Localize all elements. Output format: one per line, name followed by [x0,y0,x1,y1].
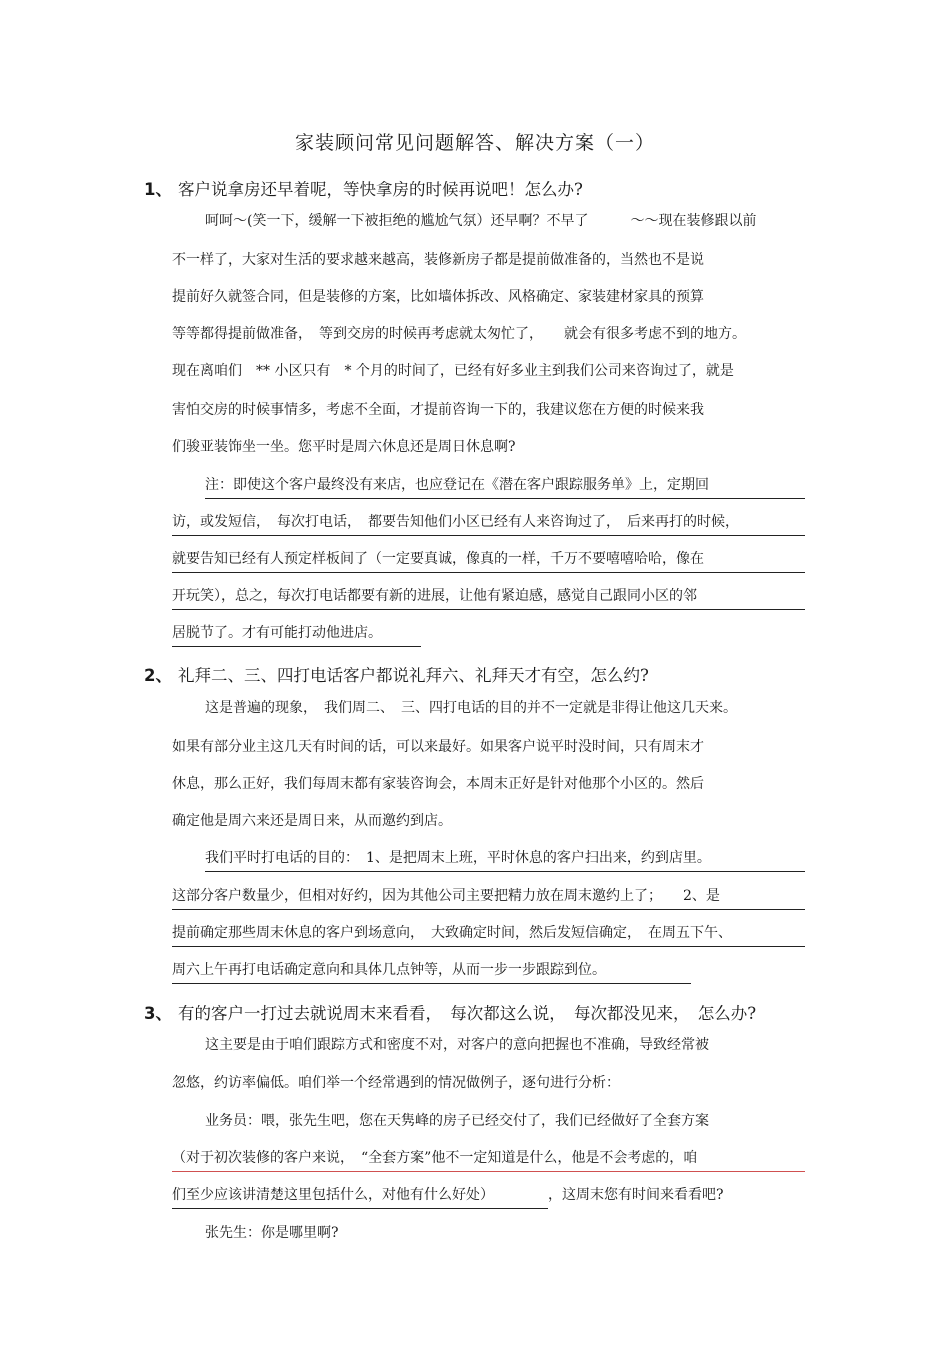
question-1 [144,176,583,200]
note-line: 开玩笑），总之，每次打电话都要有新的进展，让他有紧迫感，感觉自己跟同小区的邻 [172,586,805,610]
question-number: 2、 [144,666,172,685]
dialog-line-annotated: （对于初次装修的客户来说， “全套方案”他不一定知道是什么，他是不会考虑的，咱 [172,1148,805,1172]
question-2 [144,662,649,686]
paragraph-line: 等等都得提前做准备， 等到交房的时候再考虑就太匆忙了， 就会有很多考虑不到的地方。 [172,326,746,342]
paragraph-line: 不一样了，大家对生活的要求越来越高，装修新房子都是提前做准备的，当然也不是说 [172,252,704,268]
dialog-annotation: 们至少应该讲清楚这里包括什么，对他有什么好处） [172,1185,548,1209]
question-number: 1、 [144,180,172,199]
dialog-continuation: ，这周末您有时间来看看吧? [548,1187,724,1203]
paragraph-line: 这是普遍的现象， 我们周二、 三、四打电话的目的并不一定就是非得让他这几天来。 [205,700,737,716]
paragraph-line: 提前好久就签合同，但是装修的方案，比如墙体拆改、风格确定、家装建材家具的预算 [172,289,704,305]
note-line: 居脱节了。才有可能打动他进店。 [172,623,421,647]
dialog-line: 业务员：喂，张先生吧，您在天隽峰的房子已经交付了，我们已经做好了全套方案 [205,1113,709,1129]
paragraph-line: 们骏亚装饰坐一坐。您平时是周六休息还是周日休息啊? [172,439,516,455]
note-line: 注：即使这个客户最终没有来店，也应登记在《潜在客户跟踪服务单》上，定期回 [205,475,805,499]
paragraph-line: 这主要是由于咱们跟踪方式和密度不对，对客户的意向把握也不准确，导致经常被 [205,1037,709,1053]
note-line: 我们平时打电话的目的： 1、是把周末上班，平时休息的客户扫出来，约到店里。 [205,848,805,872]
paragraph-line: 害怕交房的时候事情多，考虑不全面，才提前咨询一下的，我建议您在方便的时候来我 [172,402,704,418]
question-text: 客户说拿房还早着呢，等快拿房的时候再说吧！怎么办? [178,180,583,199]
dialog-line: 张先生：你是哪里啊? [205,1225,339,1241]
question-number: 3、 [144,1004,172,1023]
paragraph-line: 呵呵～(笑一下，缓解一下被拒绝的尴尬气氛）还早啊？不早了 ～～现在装修跟以前 [205,213,757,229]
note-line: 周六上午再打电话确定意向和具体几点钟等，从而一步一步跟踪到位。 [172,960,691,984]
dialog-line [172,1185,724,1209]
question-3 [144,1000,756,1024]
paragraph-line: 休息，那么正好，我们每周末都有家装咨询会，本周末正好是针对他那个小区的。然后 [172,776,704,792]
note-line: 这部分客户数量少，但相对好约，因为其他公司主要把精力放在周末邀约上了； 2、是 [172,886,805,910]
note-line: 访，或发短信， 每次打电话， 都要告知他们小区已经有人来咨询过了， 后来再打的时候， [172,512,805,536]
note-line: 提前确定那些周末休息的客户到场意向， 大致确定时间，然后发短信确定， 在周五下午、 [172,923,805,947]
page-title: 家装顾问常见问题解答、解决方案（一） [294,132,655,154]
paragraph-line: 忽悠，约访率偏低。咱们举一个经常遇到的情况做例子，逐句进行分析： [172,1075,620,1091]
question-text: 有的客户一打过去就说周末来看看， 每次都这么说， 每次都没见来， 怎么办? [178,1004,757,1023]
question-text: 礼拜二、三、四打电话客户都说礼拜六、礼拜天才有空，怎么约? [178,666,649,685]
paragraph-line: 确定他是周六来还是周日来，从而邀约到店。 [172,813,452,829]
paragraph-line: 现在离咱们 ** 小区只有 * 个月的时间了，已经有好多业主到我们公司来咨询过了，就是 [172,363,734,379]
paragraph-line: 如果有部分业主这几天有时间的话，可以来最好。如果客户说平时没时间，只有周末才 [172,739,704,755]
note-line: 就要告知已经有人预定样板间了（一定要真诚，像真的一样，千万不要嘻嘻哈哈，像在 [172,549,805,573]
